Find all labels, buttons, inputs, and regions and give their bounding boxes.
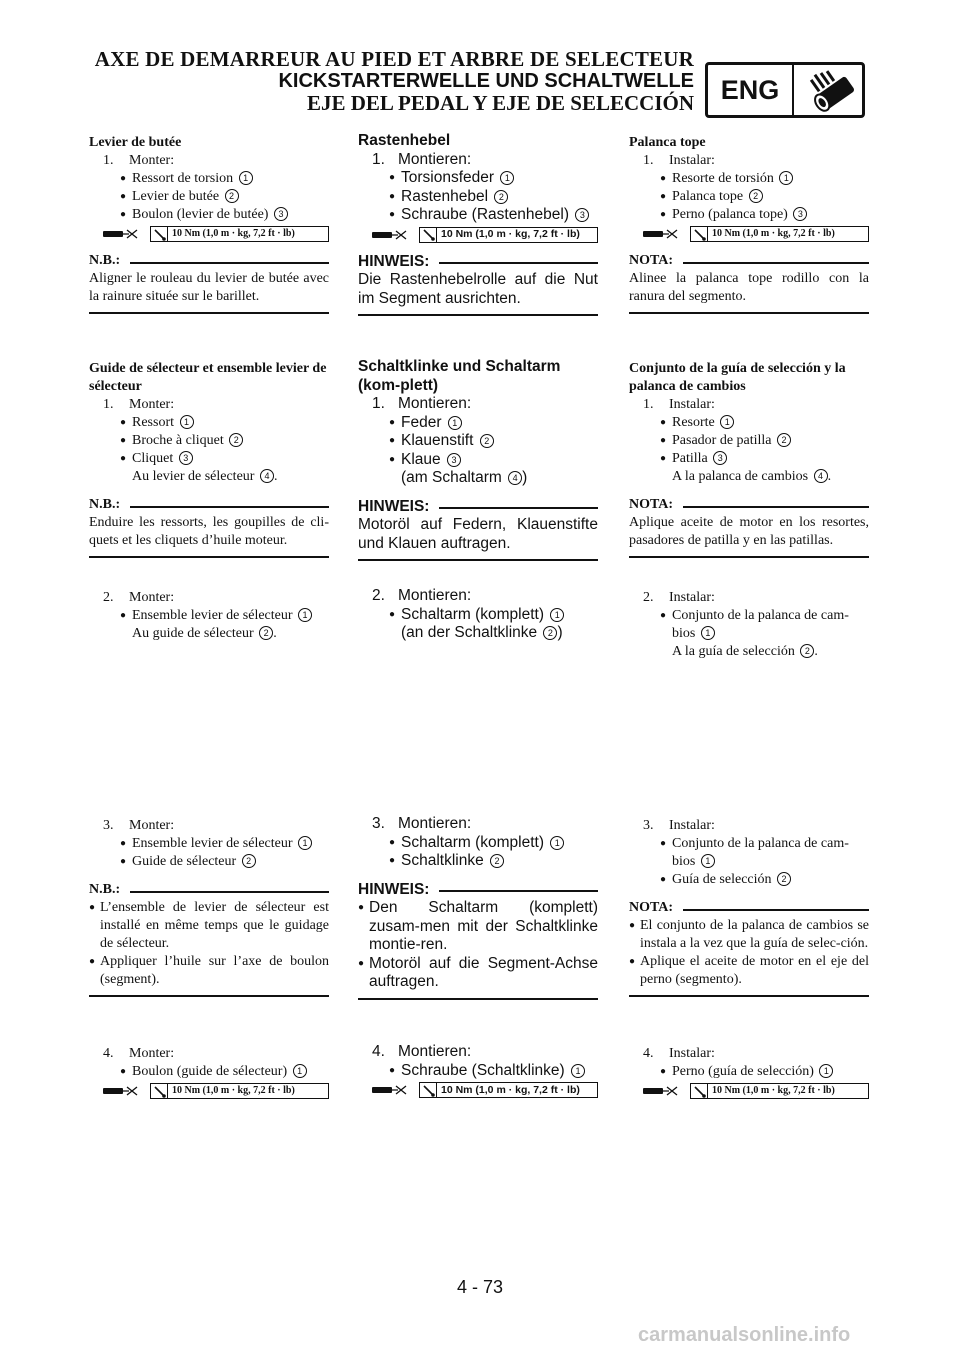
note-bullet: ● Motoröl auf die Segment-Achse auftragen. bbox=[358, 955, 598, 992]
list-item: ● Schraube (Schaltklinke) 1 bbox=[358, 1062, 598, 1081]
step-line: 1. Monter: bbox=[103, 397, 175, 412]
es-step-4 bbox=[629, 1045, 869, 1099]
list-item: ● Broche à cliquet 2 bbox=[89, 432, 329, 450]
list-continuation: (am Schaltarm 4 ) bbox=[401, 469, 528, 486]
list-item: ● Ensemble levier de sélecteur 1 bbox=[89, 835, 329, 853]
list-item: ● Conjunto de la palanca de cam-bios 1 bbox=[629, 607, 869, 643]
de-section-shift-guide bbox=[358, 358, 598, 561]
list-item: ● Guía de selección 2 bbox=[629, 871, 869, 889]
list-item: ● Ressort 1 bbox=[89, 414, 329, 432]
torque-value: 10 Nm (1,0 m · kg, 7,2 ft · lb) bbox=[441, 228, 580, 241]
list-item: ● Rastenhebel 2 bbox=[358, 188, 598, 207]
list-item: ● Perno (palanca tope) 3 bbox=[629, 206, 869, 224]
list-item: ● Perno (guía de selección) 1 bbox=[629, 1063, 869, 1081]
de-step-3 bbox=[358, 815, 598, 1000]
list-continuation: Au levier de sélecteur 4 . bbox=[132, 469, 278, 484]
note-bullet: ● El conjunto de la palanca de cambios se instala a la vez que la guía de selec-ción. bbox=[629, 917, 869, 953]
torque-spec bbox=[89, 226, 329, 242]
list-item: ● Boulon (levier de butée) 3 bbox=[89, 206, 329, 224]
step-line: 3. Montieren: bbox=[372, 815, 472, 832]
torque-spec bbox=[629, 226, 869, 242]
list-item: ● Conjunto de la palanca de cam-bios 1 bbox=[629, 835, 869, 871]
list-item: ● Levier de butée 2 bbox=[89, 188, 329, 206]
note-label: N.B.: bbox=[89, 497, 121, 512]
torque-spec bbox=[358, 1082, 598, 1098]
note-text: Motoröl auf Federn, Klauenstifte und Klauen auftragen. bbox=[358, 516, 598, 552]
step-line: 1. Montieren: bbox=[372, 395, 472, 412]
tighten-tool-icon bbox=[372, 228, 410, 242]
note bbox=[89, 496, 329, 558]
list-item: ● Schaltklinke 2 bbox=[358, 852, 598, 871]
page-number: 4 - 73 bbox=[456, 1277, 504, 1297]
list-item: ● Klaue 3 bbox=[358, 451, 598, 470]
step-line: 2. Montieren: bbox=[372, 587, 472, 604]
es-step-2 bbox=[629, 589, 869, 661]
list-item: ● Feder 1 bbox=[358, 414, 598, 433]
torque-wrench-icon bbox=[422, 1084, 435, 1097]
step-line: 3. Monter: bbox=[103, 818, 175, 833]
tighten-tool-icon bbox=[372, 1083, 410, 1097]
note bbox=[629, 252, 869, 314]
list-continuation: A la guía de selección 2 . bbox=[672, 644, 818, 659]
note-text: Aplique aceite de motor en los resortes, pasadores de patilla y en las patillas. bbox=[629, 515, 869, 548]
fr-step-2 bbox=[89, 589, 329, 643]
list-continuation: Au guide de sélecteur 2 . bbox=[132, 626, 277, 641]
list-item: ● Ensemble levier de sélecteur 1 bbox=[89, 607, 329, 625]
section-badge bbox=[705, 62, 865, 118]
note-bullet: ● L’ensemble de levier de sélecteur est installé en même temps que le guidage de sélecteur. bbox=[89, 899, 329, 953]
list-item: ● Palanca tope 2 bbox=[629, 188, 869, 206]
note bbox=[89, 881, 329, 997]
note-label: N.B.: bbox=[89, 253, 121, 268]
step-line: 2. Monter: bbox=[103, 590, 175, 605]
tighten-tool-icon bbox=[643, 1084, 681, 1098]
tighten-tool-icon bbox=[103, 1084, 141, 1098]
note-label: NOTA: bbox=[629, 253, 674, 268]
es-step-3 bbox=[629, 817, 869, 997]
torque-wrench-icon bbox=[153, 1085, 166, 1098]
torque-value: 10 Nm (1,0 m · kg, 7,2 ft · lb) bbox=[712, 1085, 835, 1096]
de-step-4 bbox=[358, 1043, 598, 1098]
torque-wrench-icon bbox=[153, 228, 166, 241]
es-section-stopper-lever bbox=[629, 134, 869, 314]
fr-step-3 bbox=[89, 817, 329, 997]
engine-piston-icon bbox=[794, 65, 862, 115]
section-title: Rastenhebel bbox=[358, 132, 451, 149]
step-line: 1. Instalar: bbox=[643, 397, 715, 412]
step-line: 4. Instalar: bbox=[643, 1046, 715, 1061]
watermark: carmanualsonline.info bbox=[638, 1324, 851, 1346]
note-text: Alinee la palanca tope rodillo con la ranura del segmento. bbox=[629, 271, 869, 304]
torque-spec bbox=[358, 227, 598, 243]
step-line: 4. Montieren: bbox=[372, 1043, 472, 1060]
torque-value: 10 Nm (1,0 m · kg, 7,2 ft · lb) bbox=[712, 228, 835, 239]
note-label: N.B.: bbox=[89, 882, 121, 897]
section-title: Guide de sélecteur et ensemble levier de sélecteur bbox=[89, 361, 327, 394]
list-item: ● Patilla 3 bbox=[629, 450, 869, 468]
page-header bbox=[95, 48, 694, 114]
tighten-tool-icon bbox=[103, 227, 141, 241]
step-line: 1. Instalar: bbox=[643, 153, 715, 168]
note-label: HINWEIS: bbox=[358, 497, 430, 515]
note bbox=[358, 881, 598, 1000]
note-text: Die Rastenhebelrolle auf die Nut im Segment ausrichten. bbox=[358, 271, 598, 307]
list-item: ● Resorte 1 bbox=[629, 414, 869, 432]
step-line: 4. Monter: bbox=[103, 1046, 175, 1061]
note bbox=[89, 252, 329, 314]
note-label: HINWEIS: bbox=[358, 880, 430, 898]
note-bullet: ● Appliquer l’huile sur l’axe de boulon (segment). bbox=[89, 953, 329, 989]
list-item: ● Klauenstift 2 bbox=[358, 432, 598, 451]
list-item: ● Pasador de patilla 2 bbox=[629, 432, 869, 450]
header-title-es: EJE DEL PEDAL Y EJE DE SELECCIÓN bbox=[306, 91, 694, 115]
torque-spec bbox=[629, 1083, 869, 1099]
step-line: 3. Instalar: bbox=[643, 818, 715, 833]
section-title: Levier de butée bbox=[89, 135, 182, 150]
note-text: Aligner le rouleau du levier de butée avec la rainure située sur le barillet. bbox=[89, 271, 329, 304]
section-title: Conjunto de la guía de selección y la palanca de cambios bbox=[629, 361, 846, 394]
de-step-2 bbox=[358, 587, 598, 643]
list-item: ● Guide de sélecteur 2 bbox=[89, 853, 329, 871]
de-section-stopper-lever bbox=[358, 132, 598, 316]
note-label: HINWEIS: bbox=[358, 252, 430, 270]
note bbox=[629, 496, 869, 558]
list-item: ● Torsionsfeder 1 bbox=[358, 169, 598, 188]
fr-step-4 bbox=[89, 1045, 329, 1099]
header-title-fr: AXE DE DEMARREUR AU PIED ET ARBRE DE SELECTEUR bbox=[94, 47, 694, 71]
note-label: NOTA: bbox=[629, 497, 674, 512]
step-line: 1. Monter: bbox=[103, 153, 175, 168]
section-title: Palanca tope bbox=[629, 135, 706, 150]
note bbox=[358, 253, 598, 317]
fr-section-stopper-lever bbox=[89, 134, 329, 314]
torque-wrench-icon bbox=[693, 1085, 706, 1098]
note-label: NOTA: bbox=[629, 900, 674, 915]
fr-section-shift-guide bbox=[89, 360, 329, 558]
torque-value: 10 Nm (1,0 m · kg, 7,2 ft · lb) bbox=[172, 1085, 295, 1096]
torque-wrench-icon bbox=[422, 228, 435, 241]
list-item: ● Schaltarm (komplett) 1 bbox=[358, 834, 598, 853]
es-section-shift-guide bbox=[629, 360, 869, 558]
step-line: 2. Instalar: bbox=[643, 590, 715, 605]
list-item: ● Schaltarm (komplett) 1 bbox=[358, 606, 598, 625]
note bbox=[358, 498, 598, 562]
list-item: ● Boulon (guide de sélecteur) 1 bbox=[89, 1063, 329, 1081]
list-continuation: (an der Schaltklinke 2 ) bbox=[401, 624, 563, 641]
list-continuation: A la palanca de cambios 4 . bbox=[672, 469, 832, 484]
list-item: ● Ressort de torsion 1 bbox=[89, 170, 329, 188]
torque-value: 10 Nm (1,0 m · kg, 7,2 ft · lb) bbox=[441, 1083, 580, 1096]
torque-spec bbox=[89, 1083, 329, 1099]
list-item: ● Schraube (Rastenhebel) 3 bbox=[358, 206, 598, 225]
list-item: ● Resorte de torsión 1 bbox=[629, 170, 869, 188]
note bbox=[629, 899, 869, 997]
note-text: Enduire les ressorts, les goupilles de cli-quets et les cliquets d’huile moteur. bbox=[89, 515, 329, 548]
torque-value: 10 Nm (1,0 m · kg, 7,2 ft · lb) bbox=[172, 228, 295, 239]
torque-wrench-icon bbox=[693, 228, 706, 241]
note-bullet: ● Den Schaltarm (komplett) zusam-men mit der Schaltklinke montie-ren. bbox=[358, 899, 598, 955]
header-title-de: KICKSTARTERWELLE UND SCHALTWELLE bbox=[278, 70, 694, 92]
tighten-tool-icon bbox=[643, 227, 681, 241]
note-bullet: ● Aplique el aceite de motor en el eje del perno (segmento). bbox=[629, 953, 869, 989]
section-badge-label: ENG bbox=[708, 65, 794, 115]
section-title: Schaltklinke und Schaltarm (kom-plett) bbox=[358, 358, 561, 394]
step-line: 1. Montieren: bbox=[372, 150, 472, 168]
list-item: ● Cliquet 3 bbox=[89, 450, 329, 468]
